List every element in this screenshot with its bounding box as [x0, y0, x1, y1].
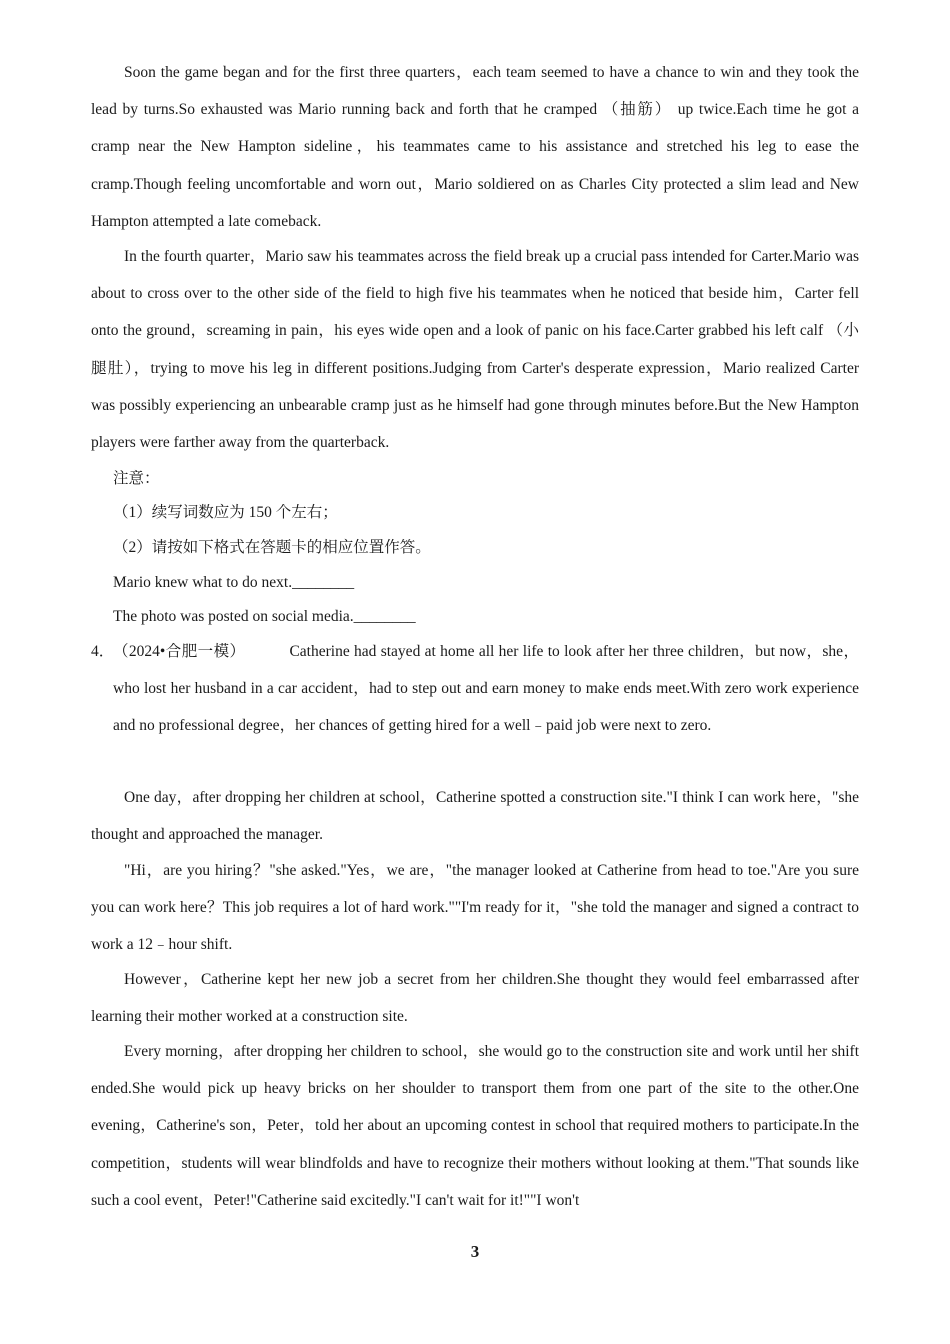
- question-text: Catherine had stayed at home all her life to look after her three children，but now，she，who lost her husband in a car accident，had to step out and earn money to make ends meet.With zero work experience and no professional degree，her chances of getting hired for a well﹣paid job were next to zero.: [113, 643, 859, 735]
- continuation-prompt: Mario knew what to do next.________: [113, 574, 355, 591]
- story-paragraph: However，Catherine kept her new job a secret from her children.She thought they would feel embarrassed after learning their mother worked at a construction site.: [91, 971, 859, 1026]
- story-paragraph: Every morning，after dropping her children to school，she would go to the construction site and work until her shift ended.She would pick up heavy bricks on her shoulder to transport them from one part of the site to the other.One evening，Catherine's son，Peter，told her about an upcoming contest in school that required mothers to participate.In the competition，students will wear blindfolds and have to recognize their mothers without looking at them."That sounds like such a cool event，Peter!"Catherine said excitedly."I can't wait for it!""I won't: [91, 1043, 859, 1209]
- story-paragraph: One day，after dropping her children at school，Catherine spotted a construction site."I think I can work here，"she thought and approached the manager.: [91, 789, 859, 844]
- question-source: （2024•合肥一模）: [113, 643, 246, 660]
- notes-heading: 注意：: [113, 470, 160, 487]
- story-paragraph: "Hi，are you hiring？"she asked."Yes，we are，"the manager looked at Catherine from head to toe."Are you sure you can work here？This job requires a lot of hard work.""I'm ready for it，"she told the manager and signed a contract to work a 12﹣hour shift.: [91, 862, 859, 954]
- page-number: 3: [470, 1242, 480, 1261]
- question-number: 4．: [91, 643, 115, 660]
- story-paragraph: In the fourth quarter，Mario saw his teammates across the field break up a crucial pass intended for Carter.Mario was about to cross over to the other side of the field to high five his teammates when he noticed that beside him，Carter fell onto the ground，screaming in pain，his eyes wide open and a look of panic on his face.Carter grabbed his left calf （小腿肚），trying to move his leg in different positions.Judging from Carter's desperate expression，Mario realized Carter was possibly experiencing an unbearable cramp just as he himself had gone through minutes before.But the New Hampton players were farther away from the quarterback.: [91, 248, 859, 452]
- story-paragraph: Soon the game began and for the first three quarters，each team seemed to have a chance to win and they took the lead by turns.So exhausted was Mario running back and forth that he cramped （抽筋） up twice.Each time he got a cramp near the New Hampton sideline，his teammates came to his assistance and stretched his leg to ease the cramp.Though feeling uncomfortable and worn out，Mario soldiered on as Charles City protected a slim lead and New Hampton attempted a late comeback.: [91, 64, 859, 230]
- note-item: （1）续写词数应为 150 个左右；: [113, 504, 338, 521]
- continuation-prompt: The photo was posted on social media.________: [113, 608, 416, 625]
- note-item: （2）请按如下格式在答题卡的相应位置作答。: [113, 539, 431, 556]
- question-first-paragraph: [113, 633, 859, 745]
